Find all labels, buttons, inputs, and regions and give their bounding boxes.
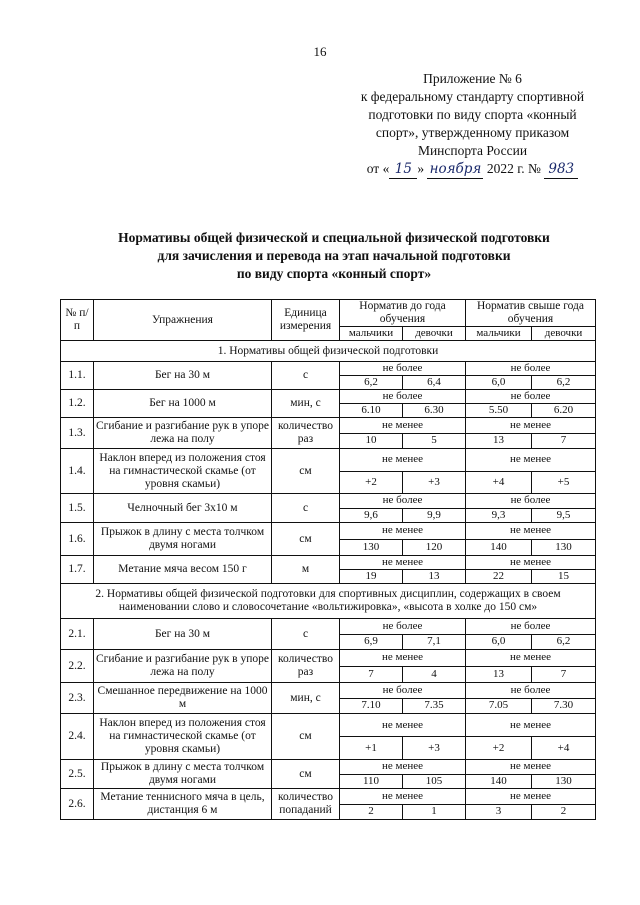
value-girls-after-first-year: +5 bbox=[532, 471, 596, 494]
value-girls-after-first-year: 9,5 bbox=[532, 508, 596, 523]
condition-first-year: не менее bbox=[340, 418, 466, 434]
row-number: 2.3. bbox=[61, 683, 94, 714]
header-boys: мальчики bbox=[340, 327, 403, 341]
table-row bbox=[61, 523, 596, 540]
exercise-name: Наклон вперед из положения стоя на гимнастической скамье (от уровня скамьи) bbox=[94, 449, 272, 494]
condition-after-first-year: не более bbox=[466, 619, 596, 635]
condition-after-first-year: не более bbox=[466, 683, 596, 699]
condition-after-first-year: не менее bbox=[466, 760, 596, 775]
table-row bbox=[61, 619, 596, 635]
value-girls-first-year: 6.30 bbox=[403, 404, 466, 418]
header-num: № п/п bbox=[61, 300, 94, 341]
section-title: 2. Нормативы общей физической подготовки для спортивных дисциплин, содержащих в своем наименовании слово и словосочетание «вольтижировка», «высота в холке до 150 см» bbox=[61, 584, 596, 619]
value-girls-first-year: 6,4 bbox=[403, 376, 466, 390]
value-girls-first-year: 105 bbox=[403, 774, 466, 789]
condition-first-year: не менее bbox=[340, 556, 466, 570]
header-boys: мальчики bbox=[466, 327, 532, 341]
exercise-name: Бег на 30 м bbox=[94, 619, 272, 650]
table-row bbox=[61, 714, 596, 737]
exercise-name: Прыжок в длину с места толчком двумя ногами bbox=[94, 523, 272, 556]
appendix-block bbox=[340, 70, 605, 179]
value-girls-first-year: 4 bbox=[403, 666, 466, 683]
measurement-unit: см bbox=[272, 760, 340, 789]
table-row bbox=[61, 650, 596, 667]
row-number: 1.7. bbox=[61, 556, 94, 584]
value-girls-after-first-year: 7 bbox=[532, 433, 596, 449]
date-year: 2022 г. № bbox=[486, 161, 541, 176]
appendix-line: Приложение № 6 bbox=[423, 71, 522, 86]
value-boys-first-year: 130 bbox=[340, 539, 403, 556]
row-number: 1.2. bbox=[61, 390, 94, 418]
value-girls-first-year: 13 bbox=[403, 570, 466, 584]
condition-after-first-year: не менее bbox=[466, 418, 596, 434]
value-girls-first-year: 1 bbox=[403, 804, 466, 820]
value-girls-after-first-year: +4 bbox=[532, 737, 596, 760]
condition-first-year: не более bbox=[340, 494, 466, 509]
condition-after-first-year: не менее bbox=[466, 449, 596, 472]
row-number: 1.5. bbox=[61, 494, 94, 523]
measurement-unit: с bbox=[272, 494, 340, 523]
row-number: 2.1. bbox=[61, 619, 94, 650]
measurement-unit: мин, с bbox=[272, 390, 340, 418]
measurement-unit: см bbox=[272, 523, 340, 556]
value-boys-after-first-year: +2 bbox=[466, 737, 532, 760]
value-boys-first-year: +2 bbox=[340, 471, 403, 494]
header-exercise: Упражнения bbox=[94, 300, 272, 341]
value-boys-first-year: 110 bbox=[340, 774, 403, 789]
value-boys-after-first-year: 140 bbox=[466, 539, 532, 556]
value-boys-first-year: 10 bbox=[340, 433, 403, 449]
appendix-line: подготовки по виду спорта «конный bbox=[368, 107, 577, 122]
value-boys-after-first-year: 5.50 bbox=[466, 404, 532, 418]
condition-after-first-year: не более bbox=[466, 362, 596, 376]
section-row bbox=[61, 584, 596, 619]
measurement-unit: см bbox=[272, 714, 340, 760]
value-girls-after-first-year: 6,2 bbox=[532, 376, 596, 390]
condition-after-first-year: не менее bbox=[466, 556, 596, 570]
condition-first-year: не более bbox=[340, 390, 466, 404]
header-group-after-first-year: Норматив свыше года обучения bbox=[466, 300, 596, 327]
condition-first-year: не более bbox=[340, 362, 466, 376]
exercise-name: Смешанное передвижение на 1000 м bbox=[94, 683, 272, 714]
measurement-unit: с bbox=[272, 619, 340, 650]
header-girls: девочки bbox=[403, 327, 466, 341]
title-line: для зачисления и перевода на этап начальной подготовки bbox=[157, 248, 511, 263]
table-row bbox=[61, 494, 596, 509]
value-girls-first-year: +3 bbox=[403, 737, 466, 760]
condition-first-year: не менее bbox=[340, 789, 466, 805]
measurement-unit: количество раз bbox=[272, 650, 340, 683]
order-date-line bbox=[340, 160, 605, 179]
measurement-unit: количество попаданий bbox=[272, 789, 340, 820]
value-boys-after-first-year: +4 bbox=[466, 471, 532, 494]
row-number: 2.5. bbox=[61, 760, 94, 789]
norms-table bbox=[60, 299, 596, 820]
measurement-unit: мин, с bbox=[272, 683, 340, 714]
condition-first-year: не менее bbox=[340, 449, 466, 472]
table-row bbox=[61, 362, 596, 376]
value-girls-after-first-year: 15 bbox=[532, 570, 596, 584]
title-line: по виду спорта «конный спорт» bbox=[236, 266, 432, 281]
row-number: 2.2. bbox=[61, 650, 94, 683]
row-number: 1.3. bbox=[61, 418, 94, 449]
value-boys-after-first-year: 140 bbox=[466, 774, 532, 789]
exercise-name: Челночный бег 3х10 м bbox=[94, 494, 272, 523]
appendix-line: Минспорта России bbox=[417, 143, 528, 158]
value-boys-first-year: 6,9 bbox=[340, 634, 403, 650]
row-number: 2.4. bbox=[61, 714, 94, 760]
header-girls: девочки bbox=[532, 327, 596, 341]
date-prefix: от « bbox=[366, 161, 390, 176]
value-boys-after-first-year: 9,3 bbox=[466, 508, 532, 523]
date-month-handwritten: ноября bbox=[427, 160, 483, 179]
value-boys-after-first-year: 6,0 bbox=[466, 376, 532, 390]
appendix-line: спорт», утвержденному приказом bbox=[375, 125, 570, 140]
exercise-name: Сгибание и разгибание рук в упоре лежа на полу bbox=[94, 418, 272, 449]
condition-first-year: не менее bbox=[340, 523, 466, 540]
value-boys-after-first-year: 13 bbox=[466, 433, 532, 449]
value-boys-first-year: 19 bbox=[340, 570, 403, 584]
condition-after-first-year: не менее bbox=[466, 523, 596, 540]
row-number: 1.1. bbox=[61, 362, 94, 390]
exercise-name: Прыжок в длину с места толчком двумя ногами bbox=[94, 760, 272, 789]
value-boys-first-year: +1 bbox=[340, 737, 403, 760]
row-number: 1.4. bbox=[61, 449, 94, 494]
value-boys-after-first-year: 6,0 bbox=[466, 634, 532, 650]
row-number: 1.6. bbox=[61, 523, 94, 556]
date-day-handwritten: 15 bbox=[389, 160, 417, 179]
value-girls-after-first-year: 6.20 bbox=[532, 404, 596, 418]
measurement-unit: количество раз bbox=[272, 418, 340, 449]
condition-after-first-year: не более bbox=[466, 494, 596, 509]
value-girls-first-year: 9,9 bbox=[403, 508, 466, 523]
measurement-unit: м bbox=[272, 556, 340, 584]
value-girls-first-year: 120 bbox=[403, 539, 466, 556]
header-group-first-year: Норматив до года обучения bbox=[340, 300, 466, 327]
condition-after-first-year: не менее bbox=[466, 650, 596, 667]
order-number-handwritten: 983 bbox=[544, 160, 578, 179]
header-unit: Единица измерения bbox=[272, 300, 340, 341]
value-boys-after-first-year: 3 bbox=[466, 804, 532, 820]
row-number: 2.6. bbox=[61, 789, 94, 820]
exercise-name: Метание теннисного мяча в цель, дистанция 6 м bbox=[94, 789, 272, 820]
condition-after-first-year: не менее bbox=[466, 789, 596, 805]
condition-after-first-year: не менее bbox=[466, 714, 596, 737]
page-number: 16 bbox=[313, 44, 327, 59]
value-girls-after-first-year: 7 bbox=[532, 666, 596, 683]
value-boys-after-first-year: 13 bbox=[466, 666, 532, 683]
appendix-line: к федеральному стандарту спортивной bbox=[360, 89, 585, 104]
condition-first-year: не более bbox=[340, 683, 466, 699]
condition-after-first-year: не более bbox=[466, 390, 596, 404]
section-title: 1. Нормативы общей физической подготовки bbox=[61, 341, 596, 362]
value-boys-after-first-year: 22 bbox=[466, 570, 532, 584]
header-row bbox=[61, 300, 596, 327]
date-mid: » bbox=[417, 161, 425, 176]
value-girls-after-first-year: 2 bbox=[532, 804, 596, 820]
table-row bbox=[61, 683, 596, 699]
condition-first-year: не более bbox=[340, 619, 466, 635]
value-girls-after-first-year: 6,2 bbox=[532, 634, 596, 650]
condition-first-year: не менее bbox=[340, 760, 466, 775]
value-girls-after-first-year: 130 bbox=[532, 539, 596, 556]
value-girls-first-year: 7.35 bbox=[403, 698, 466, 714]
section-row bbox=[61, 341, 596, 362]
table-row bbox=[61, 418, 596, 434]
condition-first-year: не менее bbox=[340, 650, 466, 667]
value-girls-first-year: 7,1 bbox=[403, 634, 466, 650]
table-row bbox=[61, 760, 596, 775]
exercise-name: Бег на 30 м bbox=[94, 362, 272, 390]
table-row bbox=[61, 449, 596, 472]
exercise-name: Метание мяча весом 150 г bbox=[94, 556, 272, 584]
measurement-unit: с bbox=[272, 362, 340, 390]
table-row bbox=[61, 556, 596, 570]
value-boys-first-year: 2 bbox=[340, 804, 403, 820]
exercise-name: Сгибание и разгибание рук в упоре лежа на полу bbox=[94, 650, 272, 683]
condition-first-year: не менее bbox=[340, 714, 466, 737]
value-girls-first-year: +3 bbox=[403, 471, 466, 494]
title-line: Нормативы общей физической и специальной физической подготовки bbox=[118, 230, 550, 245]
value-girls-after-first-year: 7.30 bbox=[532, 698, 596, 714]
value-girls-after-first-year: 130 bbox=[532, 774, 596, 789]
exercise-name: Бег на 1000 м bbox=[94, 390, 272, 418]
table-body bbox=[61, 341, 596, 820]
value-girls-first-year: 5 bbox=[403, 433, 466, 449]
table-row bbox=[61, 390, 596, 404]
value-boys-first-year: 6.10 bbox=[340, 404, 403, 418]
value-boys-first-year: 7.10 bbox=[340, 698, 403, 714]
value-boys-first-year: 6,2 bbox=[340, 376, 403, 390]
value-boys-after-first-year: 7.05 bbox=[466, 698, 532, 714]
measurement-unit: см bbox=[272, 449, 340, 494]
exercise-name: Наклон вперед из положения стоя на гимнастической скамье (от уровня скамьи) bbox=[94, 714, 272, 760]
value-boys-first-year: 7 bbox=[340, 666, 403, 683]
document-title bbox=[60, 229, 608, 283]
value-boys-first-year: 9,6 bbox=[340, 508, 403, 523]
table-row bbox=[61, 789, 596, 805]
